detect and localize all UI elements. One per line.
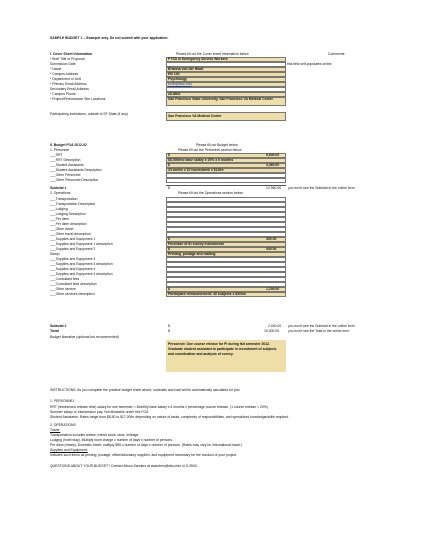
total-note: you won't see the Total in the online form <box>288 329 350 333</box>
supplies-instruction-line: Includes such items as printing, postage, office/laboratory supplies, and equipment necessary for the conduct of your project. <box>50 453 238 457</box>
subtotal-2-note: you won't see the Subtotal in the online form <box>288 324 355 328</box>
travel-heading: Travel: <box>50 428 61 432</box>
travel-instruction-line: Transportation includes airfare, transit costs, taxis, mileage. <box>50 433 140 437</box>
operations-item-value: $ <box>168 287 170 291</box>
operations-item-value: Purchase of ID survey instruments <box>168 242 224 246</box>
total-dollar: $ <box>168 329 170 333</box>
narrative-text: Personnel: One course release for PI during fall semester 2012. Graduate student assistant to participate in recruitment of subjects and coordination and analysis of survey. <box>168 342 277 356</box>
operations-item-label: ___Consultant fees description <box>50 282 97 286</box>
operations-item-label: ___Supplies and Equipment 4 description <box>50 272 113 276</box>
questions-contact: QUESTIONS ABOUT YOUR BUDGET? Contact Alison Sanders at asanders@sfsu.edu or 5-3943. <box>50 464 198 468</box>
operations-item-value: $ <box>168 247 170 251</box>
subtotal-2-dollar: $ <box>168 324 170 328</box>
cover-field-label: * Primary Email Address <box>50 82 87 86</box>
operations-item-amount: 940.00 <box>266 247 277 251</box>
cover-field-label: * Name <box>50 67 62 71</box>
document-title: SAMPLE BUDGET 1 -- Example only. Do not submit with your application. <box>50 36 169 40</box>
personnel-item-label: ___Student Assistants Description <box>50 168 102 172</box>
operations-item-label: ___Other service <box>50 287 76 291</box>
operations-item-label: ___Lodging <box>50 207 68 211</box>
personnel-instruction-line: Summer salary or Intersession pay: Not allowable under this FOA <box>50 410 149 414</box>
total-amount: 15,000.00 <box>264 329 280 333</box>
operations-item-label: ___Supplies and Equipment 1 <box>50 237 96 241</box>
operations-item-label: ___Supplies and Equipment 3 description <box>50 262 113 266</box>
subtotal-1-note: you won't see the Subtotal in the online form <box>288 186 355 190</box>
supplies-heading: Supplies and Equipment: <box>50 448 88 452</box>
operations-item-value: Printing, postage and mailing <box>168 252 216 256</box>
cover-field-label: * Department or Unit <box>50 77 81 81</box>
personnel-item-label: ___RRT <box>50 153 63 157</box>
operations-item-label: ___Other travel description <box>50 232 91 236</box>
personnel-instr-heading: 1. PERSONNEL <box>50 399 75 403</box>
operations-label: 2. Operations <box>50 191 71 195</box>
operations-item-label: ___Consultant fees <box>50 277 80 281</box>
cover-field-value: Brianna von der Haart <box>168 67 204 71</box>
cover-heading: I. Cover Sheet Information <box>50 52 93 56</box>
operations-fill-note: Please fill out the Operations section below <box>178 191 243 195</box>
personnel-item-field[interactable] <box>166 178 286 183</box>
subtotal-1-label: Subtotal 1 <box>50 186 67 190</box>
operations-item-value: $ <box>168 237 170 241</box>
travel-instruction-line: Lodging (hotel stay). Multiply room charge x number of days x number of persons. <box>50 438 173 442</box>
operations-item-amount: 1,200.00 <box>266 287 280 291</box>
budget-fill-note: Please fill out Budget below <box>196 143 238 147</box>
subtotal-1-amount: 12,960.00 <box>266 186 282 190</box>
self-populate-note: this field self-populates online <box>287 62 332 66</box>
subtotal-1-dollar: $ <box>168 186 170 190</box>
budget-heading: II. Budget FOA 2012-02 <box>50 143 87 147</box>
cover-field-value: HD 100 <box>168 72 180 76</box>
cover-field-value: San Francisco VA Medical Center <box>168 114 222 118</box>
personnel-item-value: $ <box>168 163 170 167</box>
operations-item-label: ___Lodging Description <box>50 212 86 216</box>
personnel-fill-note: Please fill out the Personnel section below <box>178 148 242 152</box>
cover-field-label: * Project/Performance Site Locations <box>50 97 106 101</box>
narrative-label: Budget Narrative (optional but recommended) <box>50 335 119 339</box>
cover-field-label: * Campus Address <box>50 72 79 76</box>
personnel-instruction-line: RRT (reimbursed release time) salary for one semester = Monthly base salary x 6 months x percentage course release. (1 course release = 20%) <box>50 405 268 409</box>
operations-item-label: Samp! <box>50 252 60 256</box>
personnel-item-amount: 9,600.00 <box>266 153 280 157</box>
personnel-label: 1. Personnel <box>50 148 70 152</box>
operations-item-label: ___Per diem <box>50 217 70 221</box>
cover-field-value: x8-8802 <box>168 92 181 96</box>
cover-field-value: bvdh@sfsu.edu <box>168 82 192 86</box>
travel-instruction-line: Per diem (meals). Domestic travel: multiply $55 x number of days x number of persons. (Rates may vary for international travel.) <box>50 443 243 447</box>
instructions-intro: INSTRUCTIONS: As you complete the practice budget sheet above, subtotals and total will be automatically calculated for you: <box>50 388 241 392</box>
personnel-item-amount: 3,360.00 <box>266 163 280 167</box>
operations-item-label: ___Transportation Description <box>50 202 96 206</box>
personnel-item-label: ___Other Personnel Description <box>50 178 99 182</box>
subtotal-2-amount: 2,040.00 <box>268 324 282 328</box>
operations-item-label: ___Supplies and Equipment 4 <box>50 267 96 271</box>
operations-item-label: ___Other services description <box>50 292 95 296</box>
subtotal-2-label: Subtotal 2 <box>50 324 67 328</box>
operations-item-label: ___Supplies and Equipment 2 <box>50 247 96 251</box>
personnel-item-value: 24 weeks x 10 hours/week x $14/hr <box>168 168 224 172</box>
comments-label: Comments <box>328 52 345 56</box>
cover-field-label: * Brief Title of Proposal <box>50 57 85 61</box>
cover-field-label: Secondary Email Address <box>50 87 89 91</box>
operations-item-label: ___Supplies and Equipment 1 description <box>50 242 113 246</box>
personnel-item-value: $ <box>168 153 170 157</box>
personnel-item-label: ___Other Personnel <box>50 173 81 177</box>
cover-field-label: Participating Institutions, outside of SF State (if any) <box>50 112 128 116</box>
personnel-item-value: $8,000/mo base salary x 20% x 6 months <box>168 158 234 162</box>
cover-field-label: * Campus Phone <box>50 92 76 96</box>
operations-item-label: ___Supplies and Equipment 3 <box>50 257 96 261</box>
operations-item-label: ___Other travel <box>50 227 74 231</box>
operations-item-amount: 300.00 <box>266 237 277 241</box>
total-label: Total <box>50 329 59 333</box>
operations-instr-heading: 2. OPERATIONS <box>50 423 76 427</box>
cover-field-value: PTSD in Emergency Service Workers <box>168 57 228 61</box>
cover-field-value: Psychology <box>168 77 188 81</box>
personnel-item-label: ___RRT Description <box>50 158 81 162</box>
cover-field-label: Submission Date <box>50 62 76 66</box>
cover-fill-note: Please fill out the Cover sheet information below <box>176 52 249 56</box>
personnel-instruction-line: Student Assistants: Rates range from $8.50 to $17.00/hr depending on nature of tasks, complexity of responsibilities, and specialized knowledge/skills required. <box>50 415 289 419</box>
operations-item-label: ___Transportation <box>50 197 78 201</box>
personnel-item-label: ___Student Assistants <box>50 163 84 167</box>
cover-field-value: San Francisco State University, San Francisco VA Medical Center <box>168 97 273 101</box>
operations-item-label: ___Per diem description <box>50 222 87 226</box>
operations-item-value: Participant reimbursement: 40 subjects x $30/ea <box>168 292 246 296</box>
